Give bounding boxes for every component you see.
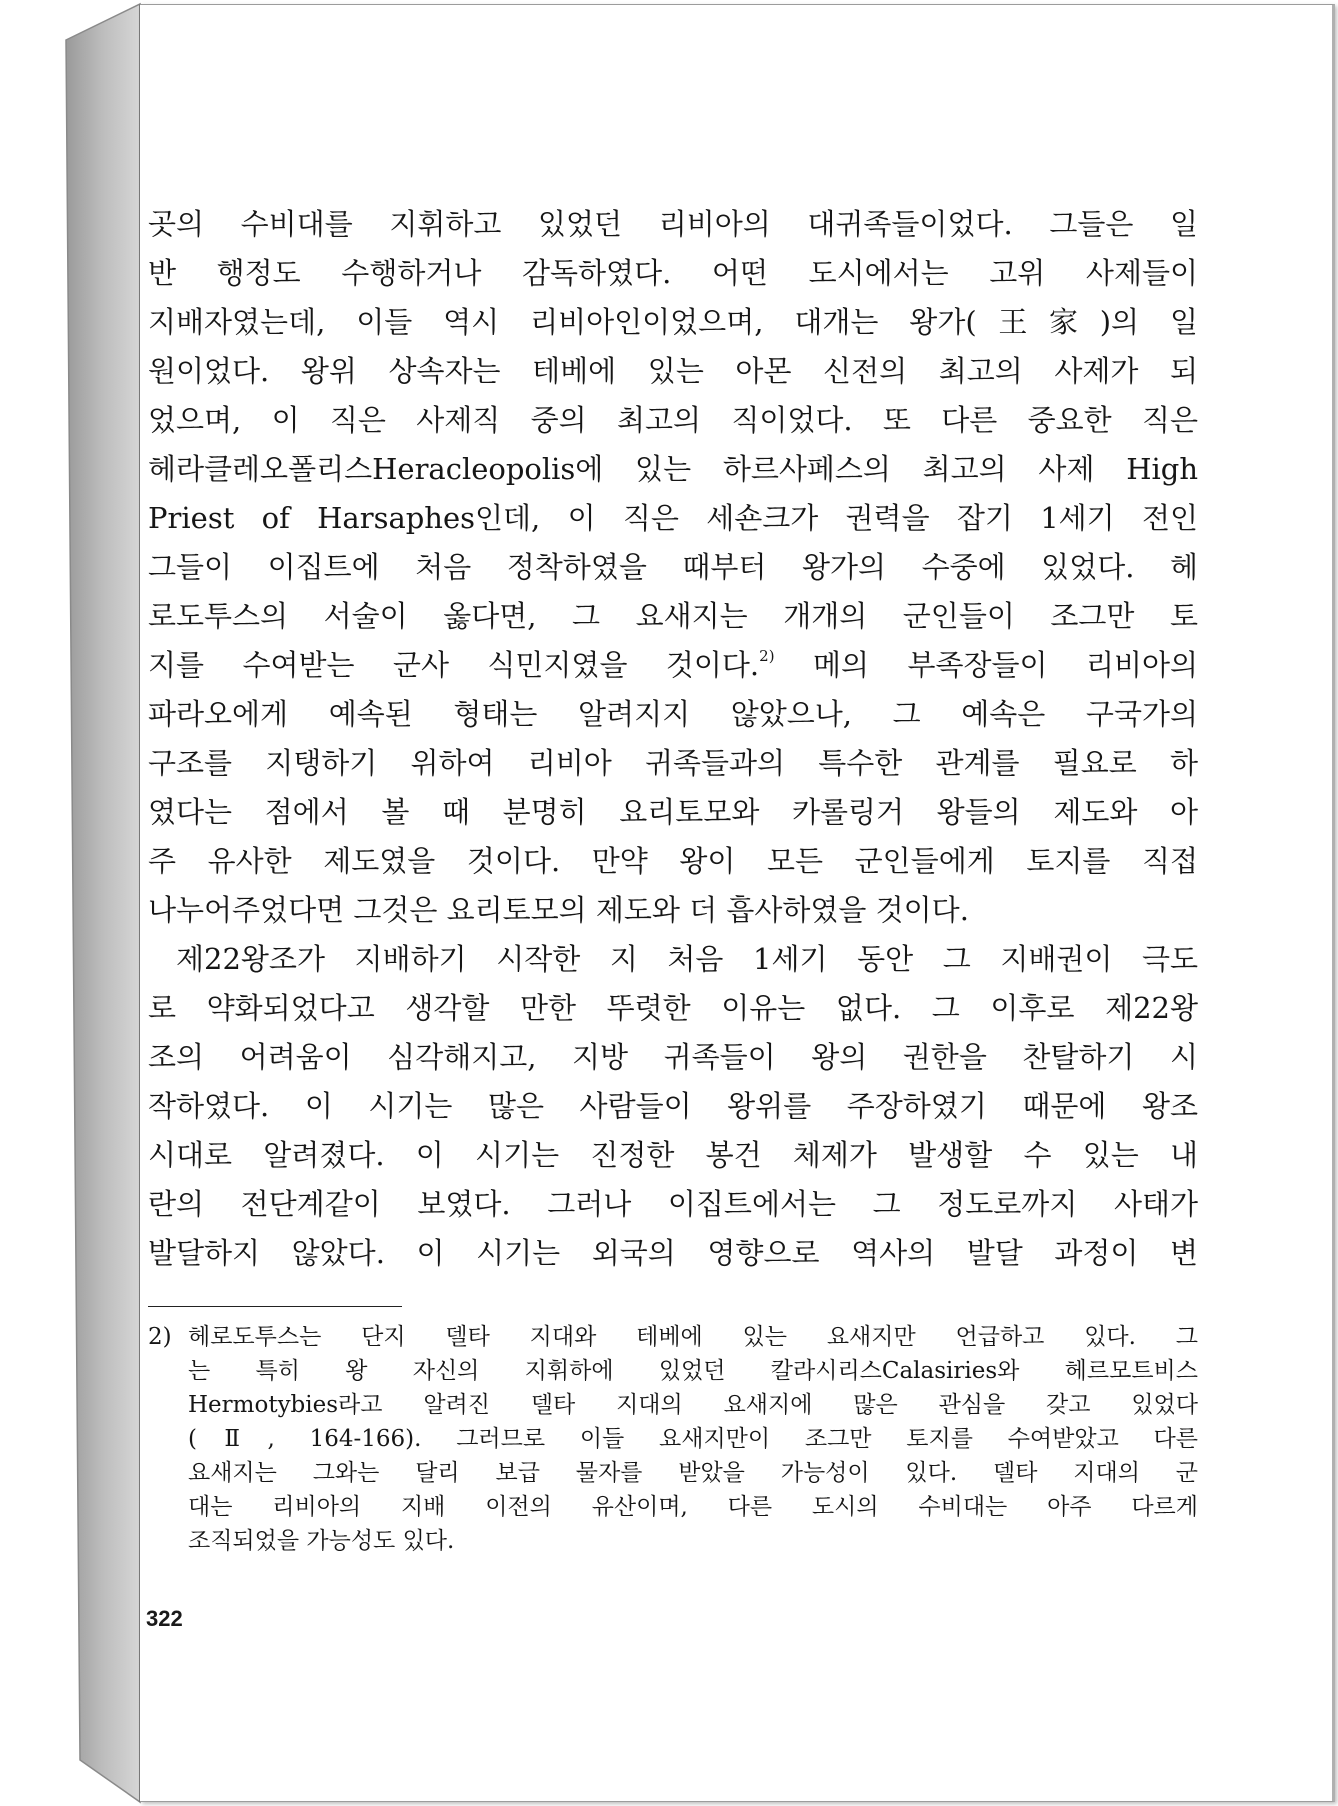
text-line-with-footnote-ref xyxy=(148,641,1198,690)
text-line: 나누어주었다면 그것은 요리토모의 제도와 더 흡사하였을 것이다. xyxy=(148,893,969,927)
footnote-text: 헤로도투스는 단지 델타 지대와 테베에 있는 요새지만 언급하고 있다. 그 xyxy=(188,1324,1198,1350)
footnote-marker: 2) xyxy=(148,1324,172,1350)
footnote-reference: 2) xyxy=(759,647,775,665)
text-line: 었으며, 이 직은 사제직 중의 최고의 직이었다. 또 다른 중요한 직은 xyxy=(148,403,1198,437)
text-line: 곳의 수비대를 지휘하고 있었던 리비아의 대귀족들이었다. 그들은 일 xyxy=(148,207,1198,241)
footnote-line: 요새지는 그와는 달리 보급 물자를 받았을 가능성이 있다. 델타 지대의 군 xyxy=(188,1460,1198,1486)
footnote-line: 조직되었을 가능성도 있다. xyxy=(188,1528,455,1554)
text-segment: 지를 수여받는 군사 식민지였을 것이다. xyxy=(148,648,760,682)
text-line: 발달하지 않았다. 이 시기는 외국의 영향으로 역사의 발달 과정이 변 xyxy=(148,1236,1198,1270)
footnote-line: 는 특히 왕 자신의 지휘하에 있었던 칼라시리스Calasiries와 헤르모트비스 xyxy=(188,1358,1198,1384)
text-line: 반 행정도 수행하거나 감독하였다. 어떤 도시에서는 고위 사제들이 xyxy=(148,256,1198,290)
text-line: 헤라클레오폴리스Heracleopolis에 있는 하르사페스의 최고의 사제 High xyxy=(148,452,1198,486)
body-text xyxy=(148,200,1198,1278)
text-line-paragraph-start: 제22왕조가 지배하기 시작한 지 처음 1세기 동안 그 지배권이 극도 xyxy=(176,942,1198,976)
footnote xyxy=(148,1320,1198,1558)
page-number: 322 xyxy=(146,1606,183,1631)
text-line: 란의 전단계같이 보였다. 그러나 이집트에서는 그 정도로까지 사태가 xyxy=(148,1187,1198,1221)
text-line: 파라오에게 예속된 형태는 알려지지 않았으나, 그 예속은 구국가의 xyxy=(148,697,1198,731)
text-line: 지배자였는데, 이들 역시 리비아인이었으며, 대개는 왕가(王家)의 일 xyxy=(148,305,1198,339)
text-line: 조의 어려움이 심각해지고, 지방 귀족들이 왕의 권한을 찬탈하기 시 xyxy=(148,1040,1198,1074)
text-line: 시대로 알려졌다. 이 시기는 진정한 봉건 체제가 발생할 수 있는 내 xyxy=(148,1138,1198,1172)
text-segment: 메의 부족장들이 리비아의 xyxy=(813,648,1198,682)
text-line: 로도투스의 서술이 옳다면, 그 요새지는 개개의 군인들이 조그만 토 xyxy=(148,599,1198,633)
text-line: 였다는 점에서 볼 때 분명히 요리토모와 카롤링거 왕들의 제도와 아 xyxy=(148,795,1198,829)
text-line: 작하였다. 이 시기는 많은 사람들이 왕위를 주장하였기 때문에 왕조 xyxy=(148,1089,1198,1123)
footnote-line: Hermotybies라고 알려진 델타 지대의 요새지에 많은 관심을 갖고 있었다 xyxy=(188,1392,1198,1418)
text-line: Priest of Harsaphes인데, 이 직은 세숀크가 권력을 잡기 1세기 전인 xyxy=(148,501,1198,535)
text-line: 로 약화되었다고 생각할 만한 뚜렷한 이유는 없다. 그 이후로 제22왕 xyxy=(148,991,1198,1025)
footnote-line xyxy=(148,1320,1198,1354)
footnote-line: (Ⅱ, 164-166). 그러므로 이들 요새지만이 조그만 토지를 수여받았고 다른 xyxy=(188,1426,1198,1452)
footnote-line: 대는 리비아의 지배 이전의 유산이며, 다른 도시의 수비대는 아주 다르게 xyxy=(188,1494,1198,1520)
text-line: 그들이 이집트에 처음 정착하였을 때부터 왕가의 수중에 있었다. 헤 xyxy=(148,550,1198,584)
text-line: 구조를 지탱하기 위하여 리비아 귀족들과의 특수한 관계를 필요로 하 xyxy=(148,746,1198,780)
text-line: 주 유사한 제도였을 것이다. 만약 왕이 모든 군인들에게 토지를 직접 xyxy=(148,844,1198,878)
text-line: 원이었다. 왕위 상속자는 테베에 있는 아몬 신전의 최고의 사제가 되 xyxy=(148,354,1198,388)
footnote-divider xyxy=(148,1306,402,1307)
